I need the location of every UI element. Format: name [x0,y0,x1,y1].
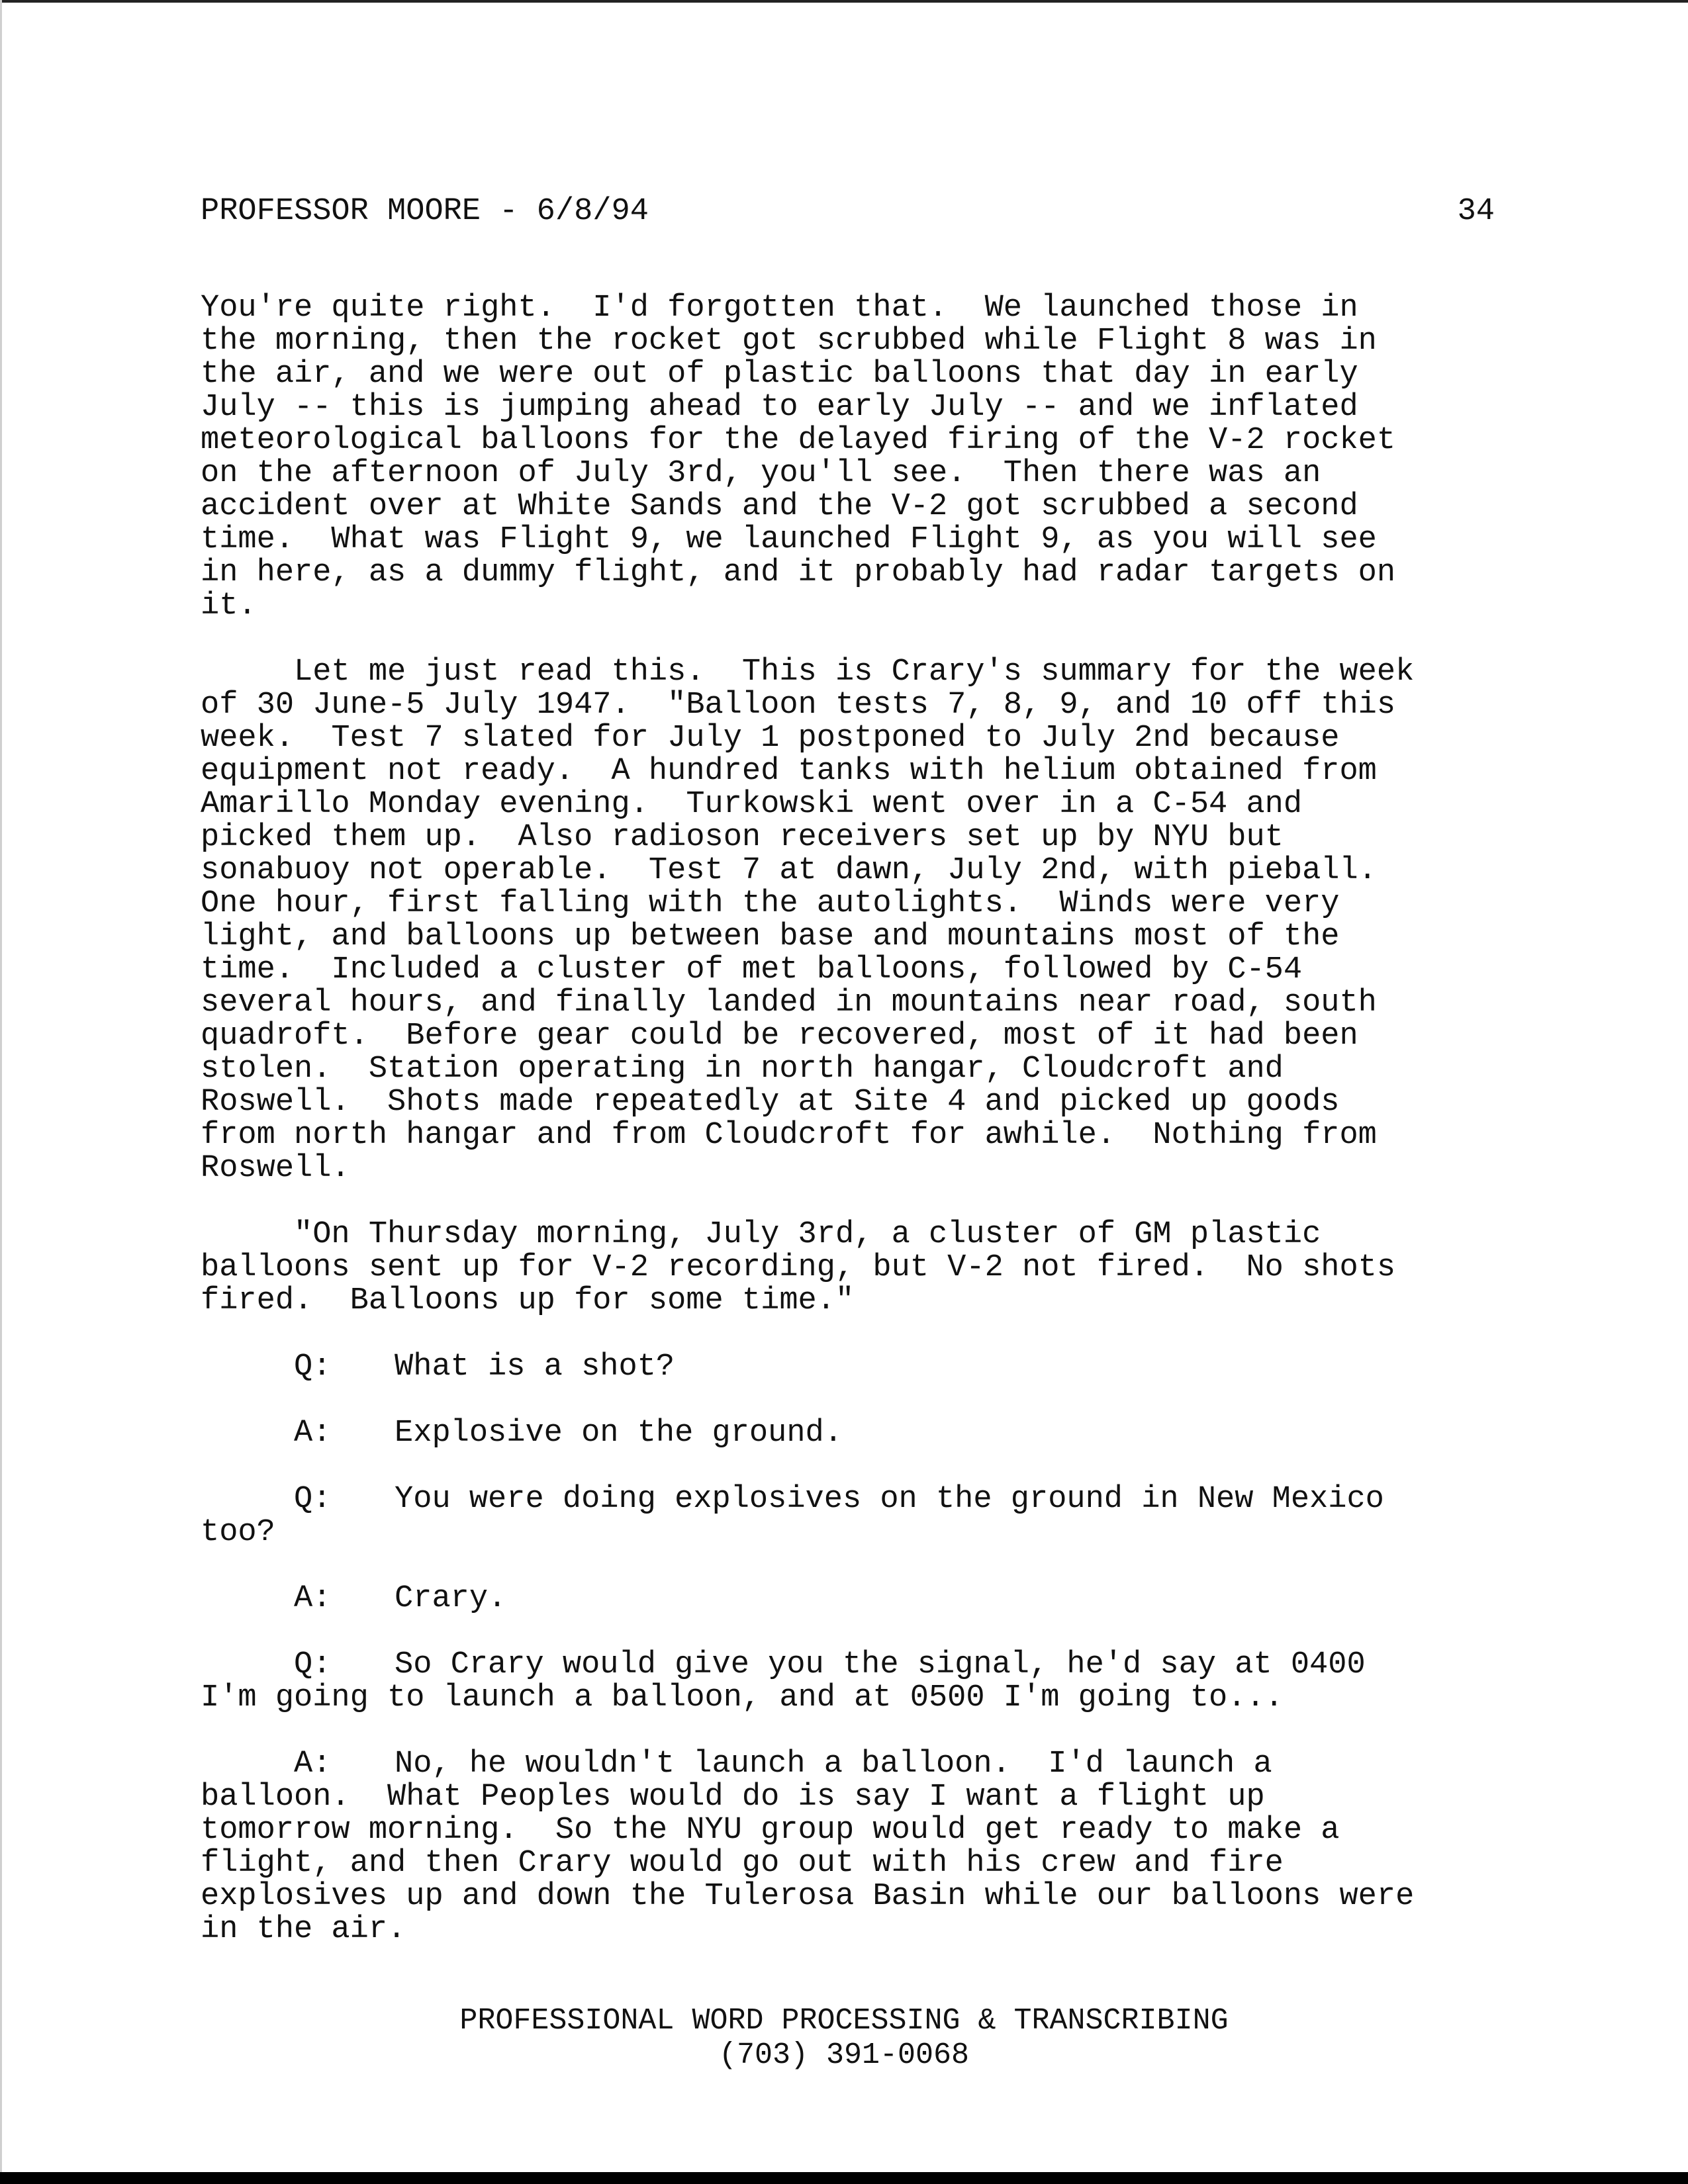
text-line: balloons sent up for V-2 recording, but V-2 not fired. No shots [201,1250,1396,1285]
answer [201,1748,1524,1946]
text-line: time. Included a cluster of met balloons, followed by C-54 [201,952,1303,987]
text-line: flight, and then Crary would go out with his crew and fire [201,1846,1284,1881]
speaker-label: Q: [294,1482,332,1517]
exchange-text: What is a shot? [395,1349,675,1385]
exchange-text: No, he wouldn't launch a balloon. I'd launch a [395,1747,1272,1782]
text-line: You're quite right. I'd forgotten that. We launched those in [201,291,1358,326]
page-footer [0,2004,1688,2073]
question [201,1483,1524,1549]
text-line: sonabuoy not operable. Test 7 at dawn, July 2nd, with pieball. [201,853,1377,888]
exchange-first-line [201,1483,1524,1516]
text-line: equipment not ready. A hundred tanks with helium obtained from [201,754,1377,789]
question [201,1649,1524,1715]
speaker-label: A: [294,1747,332,1782]
exchange-first-line [201,1582,1524,1615]
text-line: fired. Balloons up for some time." [201,1283,855,1318]
text-line: the air, and we were out of plastic balloons that day in early [201,357,1358,392]
speaker-label: Q: [294,1349,332,1385]
transcript-body [201,292,1524,1979]
exchange-first-line [201,1748,1524,1781]
text-line: picked them up. Also radioson receivers set up by NYU but [201,820,1284,855]
text-line: Let me just read this. This is Crary's summary for the week [201,655,1415,690]
text-line: in here, as a dummy flight, and it probably had radar targets on [201,555,1396,590]
speaker-label: Q: [294,1647,332,1682]
text-line: explosives up and down the Tulerosa Basin while our balloons were [201,1879,1415,1914]
text-line: July -- this is jumping ahead to early July -- and we inflated [201,390,1358,425]
question [201,1351,1524,1384]
footer-phone: (703) 391-0068 [718,2038,970,2072]
answer [201,1582,1524,1615]
text-line: from north hangar and from Cloudcroft for awhile. Nothing from [201,1118,1377,1153]
exchange-text: Explosive on the ground. [395,1416,843,1451]
text-line: several hours, and finally landed in mountains near road, south [201,985,1377,1021]
text-line: tomorrow morning. So the NYU group would get ready to make a [201,1813,1340,1848]
text-line: week. Test 7 slated for July 1 postponed to July 2nd because [201,721,1340,756]
scan-left-edge [0,0,2,2184]
text-line: "On Thursday morning, July 3rd, a cluster of GM plastic [201,1217,1321,1252]
text-line: quadroft. Before gear could be recovered, most of it had been [201,1019,1358,1054]
text-line: accident over at White Sands and the V-2 got scrubbed a second [201,489,1358,524]
text-line: the morning, then the rocket got scrubbed while Flight 8 was in [201,324,1377,359]
text-line: balloon. What Peoples would do is say I want a flight up [201,1780,1265,1815]
header-title: PROFESSOR MOORE - 6/8/94 [201,194,649,229]
page-number: 34 [1457,194,1495,229]
exchange-text: Crary. [395,1581,507,1616]
text-line: One hour, first falling with the autolights. Winds were very [201,886,1340,921]
text-line: too? [201,1515,275,1550]
footer-company: PROFESSIONAL WORD PROCESSING & TRANSCRIBING [459,2004,1229,2038]
paragraph [201,1218,1524,1318]
text-line: on the afternoon of July 3rd, you'll see. Then there was an [201,456,1321,491]
text-line: of 30 June-5 July 1947. "Balloon tests 7, 8, 9, and 10 off this [201,688,1396,723]
text-line: Roswell. [201,1151,350,1186]
speaker-label: A: [294,1581,332,1616]
text-line: in the air. [201,1912,406,1947]
speaker-label: A: [294,1416,332,1451]
exchange-first-line [201,1351,1524,1384]
text-line: time. What was Flight 9, we launched Flight 9, as you will see [201,522,1377,557]
text-line: I'm going to launch a balloon, and at 0500 I'm going to... [201,1680,1284,1715]
scan-top-edge [0,0,1688,3]
text-line: it. [201,588,257,623]
exchange-text: So Crary would give you the signal, he'd say at 0400 [395,1647,1366,1682]
text-line: meteorological balloons for the delayed firing of the V-2 rocket [201,423,1396,458]
answer [201,1417,1524,1450]
exchange-first-line [201,1417,1524,1450]
text-line: Roswell. Shots made repeatedly at Site 4 and picked up goods [201,1085,1340,1120]
text-line: light, and balloons up between base and mountains most of the [201,919,1340,954]
text-line: stolen. Station operating in north hangar, Cloudcroft and [201,1052,1284,1087]
page-header [201,193,1495,230]
exchange-text: You were doing explosives on the ground in New Mexico [395,1482,1384,1517]
exchange-first-line [201,1649,1524,1682]
scan-bottom-edge [0,2172,1688,2184]
paragraph [201,292,1524,623]
text-line: Amarillo Monday evening. Turkowski went over in a C-54 and [201,787,1303,822]
paragraph [201,656,1524,1185]
